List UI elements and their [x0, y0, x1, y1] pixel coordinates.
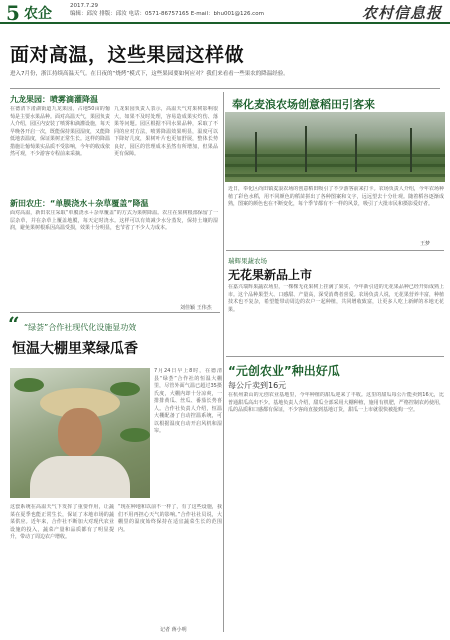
article-text: 面对高温，新田农庄采取“单膜浇水＋杂草覆盖”的方式为果树降温。农庄在果树根部保留了一层杂草，并在杂草上覆盖地膜，每天定时浇水。这样可以有效减少水分蒸发，保持土壤的湿润，避免果树根系因高温受损，效果十分明显，也节省了不少人力成本。	[10, 210, 218, 231]
quote-mark-icon: “	[8, 312, 20, 336]
article-text: 在德清下渚湖街道九龙果园，占地50亩的葡萄是主要水果品种。面对高温天气，果园负责人介绍，园区内安装了喷雾和滴灌设施，每天早晚各开启一次，既能保持果园湿度，又能降低地表温度，保证果树正常生长。这样的降温措施让葡萄果实品质不受影响，今年的收成依然可观，不少游客专程前来采摘。	[10, 106, 110, 157]
headline-yuanchuang: “元创农业”种出好瓜	[228, 364, 340, 378]
paper-name-logo: 农村信息报	[361, 4, 442, 22]
divider	[226, 356, 444, 357]
subhead-price: 每公斤卖到16元	[228, 381, 287, 390]
article-text: “现在种地和以前不一样了，有了这些设施，我们不用再担心天气的影响。”合作社社员说，大棚里的温度始终保持在适宜蔬菜生长的范围内。	[118, 504, 222, 533]
kicker-ruihui: 瑞辉果蔬农场	[228, 257, 267, 265]
article-text: 九龙果园负责人表示，高温天气对果树影响很大，如果不及时处理，容易造成果实灼伤、落果等问题。园区根据不同水果品种，采取了不同的应对方法，喷雾降温效果明显，温度可以下降好几度，果树叶片也更加舒展，整体长势良好，园区的管理成本虽然有所增加，但果品更有保障。	[114, 106, 218, 157]
byline: 王梦	[420, 241, 431, 247]
headline-fenghua: 奉化麦浪农场创意稻田引客来	[232, 98, 375, 111]
masthead-meta	[70, 2, 264, 18]
main-headline: 面对高温，这些果园这样做	[10, 44, 245, 66]
farmer-portrait-photo	[10, 368, 150, 498]
article-text: 在嘉兴瑞辉果蔬农场里，一棵棵无花果树上挂满了果实，今年新引进的无花果品种已经开始成熟上市。这个品种果型大、口感甜、产量高，深受消费者喜爱。农场负责人说，无花果营养丰富，种植技术也不复杂，希望能带动周边的农户一起种植，共同增收致富，让更多人吃上新鲜的本地无花果。	[228, 284, 444, 313]
divider	[10, 312, 220, 313]
headline-greenhouse: 恒温大棚里菜绿瓜香	[12, 341, 138, 357]
byline: 记者 蒋小明	[160, 627, 187, 633]
subhead-xintian: 新田农庄：“单膜浇水＋杂草覆盖”降温	[10, 199, 149, 208]
divider	[10, 88, 440, 89]
byline: 刘佳颖 王伟杰	[180, 305, 212, 311]
masthead	[0, 0, 450, 24]
main-deck: 进入7月份，浙江持续高温天气。在日夜的“烧烤”模式下，这些果园要如何应对？我们来看看一些果农的降温经验。	[10, 71, 289, 77]
article-text: 这套系统在高温天气下发挥了重要作用，让蔬菜在夏季也能正常生长，保证了本地市场的蔬菜供应。近年来，合作社不断加大对现代农业设施的投入，蔬菜产量和品质都有了明显提升，带动了周边农户增收。	[10, 504, 114, 540]
editor-line: 编辑：邱汝 排版：邱汝	[70, 11, 127, 17]
farm-photo	[225, 112, 445, 182]
email-line: E-mail：bhu001@126.com	[190, 11, 264, 17]
headline-fig: 无花果新品上市	[228, 268, 313, 282]
divider	[226, 250, 444, 251]
date-line: 2017.7.29	[70, 3, 98, 9]
article-text: 在杭州萧山的元创农业基地里，今年种植的甜瓜迎来了丰收。这里的甜瓜每公斤能卖到16元，比普通甜瓜高出不少。基地负责人介绍，甜瓜全部采用大棚种植，施用有机肥，严格控制农药使用，瓜的品质和口感都有保证，不少客商直接到基地订货，甜瓜一上市就很快被抢购一空。	[228, 392, 444, 413]
section-name: 农企	[24, 6, 52, 22]
article-text: 近日，奉化区尚田镇麦浪农场的创意稻田吸引了不少游客前来打卡。农场负责人介绍，今年农场种植了彩色水稻，用不同颜色的稻苗拼出了各种图案和文字，远远望去十分壮观。随着稻谷逐渐成熟，图案的颜色也在不断变化，每个季节都有不一样的风景，吸引了大批市民和摄影爱好者。	[228, 186, 444, 207]
page-number: 5	[6, 1, 20, 25]
column-divider	[223, 92, 224, 632]
phone-line: 电话：0571-86757165	[128, 11, 189, 17]
subhead-jiulong: 九龙果园：喷雾滴灌降温	[10, 95, 98, 104]
article-text: 7月24日早上8时，在德清县“绿荟”合作社的恒温大棚里，尽管外面气温已超过35摄氏度，大棚内却十分凉爽，一排排黄瓜、丝瓜、番茄长势喜人。合作社负责人介绍，恒温大棚配备了自动控温系统，可以根据温度自动开启风机和湿帘。	[154, 368, 222, 434]
kicker-lvhui: “绿荟”合作社现代化设施显功效	[24, 323, 137, 332]
